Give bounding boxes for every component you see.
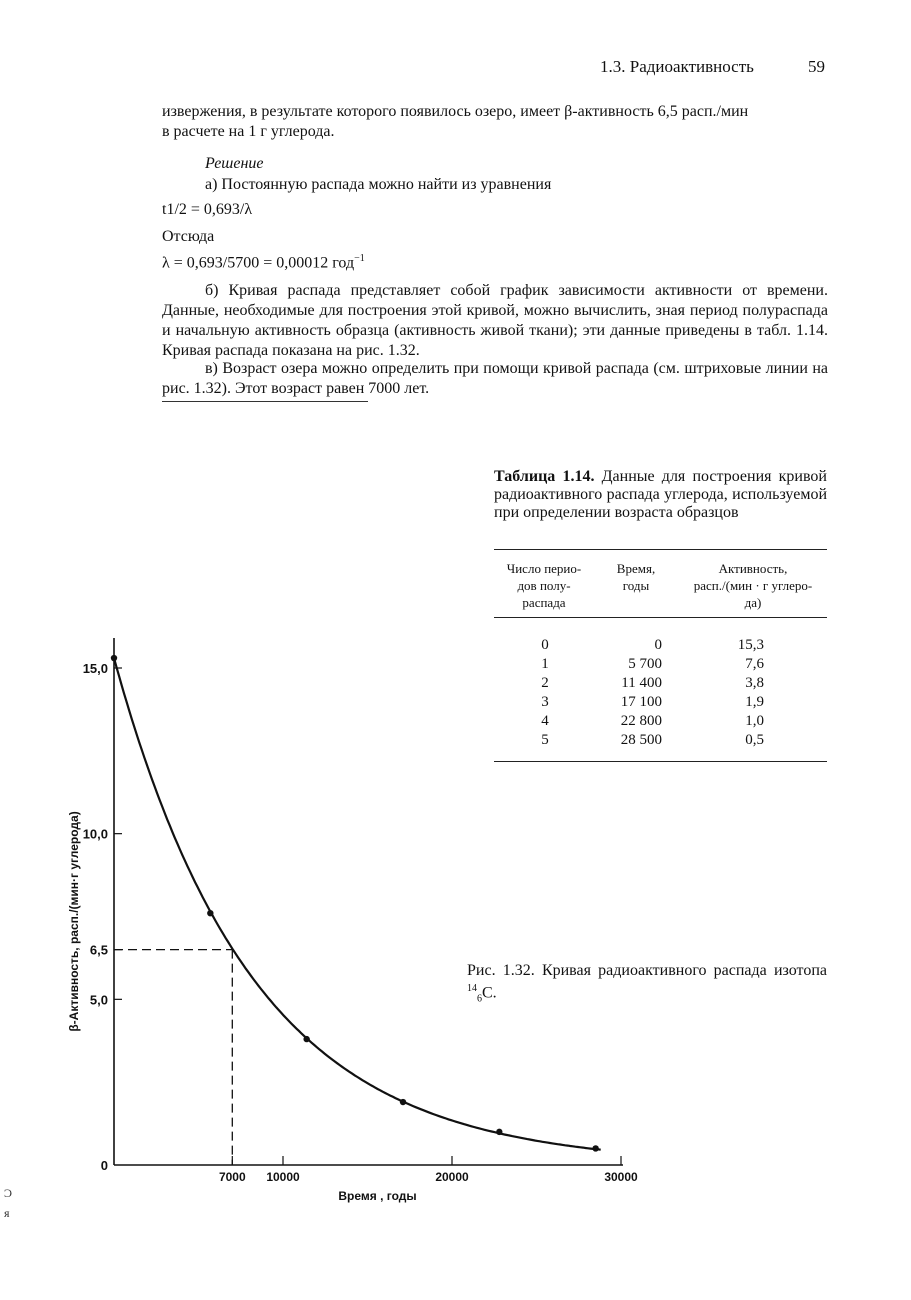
table-cell-period: 2 (541, 675, 549, 691)
x-tick-label: 20000 (435, 1170, 469, 1184)
table-cell-period: 1 (541, 656, 549, 672)
y-tick-label: 0 (100, 1158, 108, 1173)
data-point (400, 1099, 406, 1105)
x-tick-label: 30000 (604, 1170, 638, 1184)
y-tick-label: 5,0 (89, 992, 108, 1008)
header-line: распада (522, 595, 566, 610)
margin-artifact: я (4, 1206, 10, 1220)
table-cell-time: 5 700 (628, 656, 662, 672)
header-line: Активность, (718, 561, 788, 576)
data-point (303, 1036, 309, 1042)
x-tick-label: 10000 (266, 1170, 300, 1184)
table-cell-time: 11 400 (621, 675, 662, 691)
intro-line-2: в расчете на 1 г углерода. (162, 123, 335, 140)
equation-lambda-main: λ = 0,693/5700 = 0,00012 год (162, 254, 355, 272)
header-line: годы (622, 578, 650, 593)
table-caption-text: Данные для построения кривой радиоактивного распада углерода, используемой при определении возраста образцов (494, 468, 827, 521)
header-line: дов полу- (517, 578, 571, 593)
y-axis-label: β-Активность, расп./(мин·г углерода) (67, 811, 81, 1032)
data-point (207, 910, 213, 916)
table-cell-time: 0 (654, 637, 662, 653)
table-cell-time: 28 500 (620, 732, 662, 748)
table-cell-time: 17 100 (620, 694, 662, 710)
table-cell-activity: 1,0 (745, 713, 764, 729)
equation-lambda-exponent: −1 (354, 253, 365, 264)
x-tick-label: 7000 (218, 1170, 246, 1184)
running-header-section: 1.3. Радиоактивность (600, 57, 754, 76)
y-tick-label: 6,5 (89, 942, 108, 958)
solution-title: Решение (205, 155, 264, 172)
decay-curve-line (114, 658, 601, 1150)
table-cell-activity: 15,3 (737, 637, 764, 653)
table-cell-period: 4 (541, 713, 549, 729)
hence-label: Отсюда (162, 228, 215, 245)
header-line: да) (744, 595, 762, 610)
isotope-symbol: С. (482, 984, 497, 1002)
solution-step-b: б) Кривая распада представляет собой график зависимости активности от времени. Данные, необходимые для построения этой кривой, можно вычислить, зная период полураспада и начальную активность образца (активность живой ткани); эти данные приведены в табл. 1.14. Кривая распада показана на рис. 1.32. (162, 282, 828, 359)
y-tick-label: 15,0 (82, 661, 108, 676)
y-tick-label: 10,0 (82, 826, 108, 842)
header-line: Число перио- (506, 561, 582, 576)
solution-step-c: в) Возраст озера можно определить при помощи кривой распада (см. штриховые линии на рис. 1.32). Этот возраст равен 7000 лет. (162, 360, 828, 397)
figure-caption-text: Рис. 1.32. Кривая радиоактивного распада изотопа (467, 962, 827, 979)
data-point (496, 1129, 502, 1135)
table-cell-activity: 7,6 (745, 656, 764, 672)
data-point (111, 655, 117, 661)
table-cell-period: 5 (541, 732, 549, 748)
header-line: расп./(мин · г углеро- (693, 578, 813, 593)
header-line: Время, (616, 561, 656, 576)
page-number: 59 (808, 57, 825, 76)
isotope-atomic-number: 6 (477, 993, 482, 1005)
table-caption-label: Таблица 1.14. (494, 468, 595, 485)
isotope-mass-number: 14 (467, 983, 477, 994)
table-cell-activity: 3,8 (745, 675, 764, 691)
margin-artifact: Ͻ (4, 1186, 13, 1200)
intro-line-1: извержения, в результате которого появилось озеро, имеет β-активность 6,5 расп./мин (162, 103, 749, 120)
x-axis-label: Время , годы (338, 1189, 417, 1203)
table-cell-activity: 1,9 (745, 694, 764, 710)
table-cell-period: 0 (541, 637, 549, 653)
table-cell-period: 3 (541, 694, 549, 710)
equation-half-life: t1/2 = 0,693/λ (162, 201, 253, 218)
table-cell-activity: 0,5 (745, 732, 764, 748)
data-point (592, 1145, 598, 1151)
table-cell-time: 22 800 (620, 713, 662, 729)
solution-step-a: а) Постоянную распада можно найти из уравнения (205, 176, 552, 193)
